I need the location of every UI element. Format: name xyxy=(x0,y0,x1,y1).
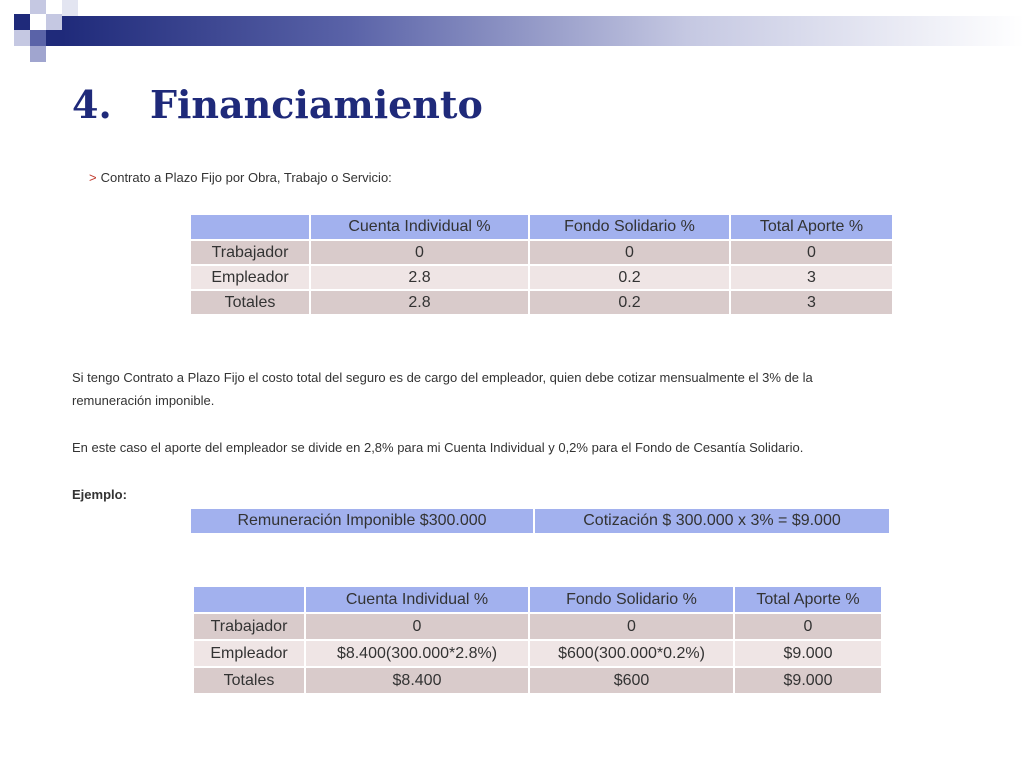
table-cell: $9.000 xyxy=(735,668,881,693)
subtitle-marker-icon: > xyxy=(89,170,97,185)
table-header-row xyxy=(194,587,881,612)
table-cell: 2.8 xyxy=(311,266,528,289)
table-row xyxy=(194,641,881,666)
table-cell: Trabajador xyxy=(191,241,309,264)
table-cell: 0.2 xyxy=(530,291,729,314)
example-cotizacion: Cotización $ 300.000 x 3% = $9.000 xyxy=(535,509,889,533)
contribution-table-percent xyxy=(189,213,894,316)
table-row xyxy=(191,291,892,314)
table-cell: 0 xyxy=(306,614,528,639)
table-cell: 3 xyxy=(731,291,892,314)
decor-square-6 xyxy=(14,30,30,46)
decor-square-3 xyxy=(46,14,62,30)
table-cell: 0 xyxy=(311,241,528,264)
slide-number: 4. xyxy=(72,82,112,127)
slide-title: Financiamiento xyxy=(150,82,483,127)
example-remuneration: Remuneración Imponible $300.000 xyxy=(191,509,533,533)
table-cell: 0 xyxy=(735,614,881,639)
decor-square-4 xyxy=(30,30,46,46)
table-cell: $600(300.000*0.2%) xyxy=(530,641,733,666)
table-cell: $600 xyxy=(530,668,733,693)
table-cell: 0.2 xyxy=(530,266,729,289)
table-header-cell: Total Aporte % xyxy=(735,587,881,612)
example-row xyxy=(191,509,889,533)
subtitle-text: Contrato a Plazo Fijo por Obra, Trabajo o Servicio: xyxy=(100,170,392,185)
table-cell: 2.8 xyxy=(311,291,528,314)
table-header-cell xyxy=(191,215,309,239)
decor-square-8 xyxy=(62,0,78,16)
table-header-cell: Cuenta Individual % xyxy=(311,215,528,239)
table-cell: Totales xyxy=(194,668,304,693)
table-cell: 0 xyxy=(731,241,892,264)
paragraph-2: En este caso el aporte del empleador se divide en 2,8% para mi Cuenta Individual y 0,2% para el Fondo de Cesantía Solidario. xyxy=(72,440,804,455)
table-cell: $8.400(300.000*2.8%) xyxy=(306,641,528,666)
paragraph-1-line-2: remuneración imponible. xyxy=(72,393,215,408)
table-row xyxy=(194,668,881,693)
table-row xyxy=(191,241,892,264)
subtitle xyxy=(89,170,392,185)
table-header-cell: Cuenta Individual % xyxy=(306,587,528,612)
table-cell: $9.000 xyxy=(735,641,881,666)
decor-square-5 xyxy=(46,30,62,46)
table-header-cell: Fondo Solidario % xyxy=(530,587,733,612)
paragraph-1-line-1: Si tengo Contrato a Plazo Fijo el costo total del seguro es de cargo del empleador, quien debe cotizar mensualmente el 3% de la xyxy=(72,370,813,385)
header-gradient-bar xyxy=(62,16,1024,46)
table-row xyxy=(194,614,881,639)
example-box xyxy=(189,507,891,535)
decor-square-7 xyxy=(30,46,46,62)
decor-square-2 xyxy=(30,0,46,14)
table-cell: Empleador xyxy=(194,641,304,666)
table-cell: 0 xyxy=(530,241,729,264)
table-cell: Trabajador xyxy=(194,614,304,639)
table-cell: 0 xyxy=(530,614,733,639)
table-row xyxy=(191,266,892,289)
table-cell: 3 xyxy=(731,266,892,289)
table-cell: $8.400 xyxy=(306,668,528,693)
table-header-cell: Fondo Solidario % xyxy=(530,215,729,239)
table-header-cell xyxy=(194,587,304,612)
contribution-table-amounts xyxy=(192,585,883,695)
decor-square-1 xyxy=(14,14,30,30)
table-cell: Empleador xyxy=(191,266,309,289)
paragraph-1 xyxy=(72,367,952,412)
table-cell: Totales xyxy=(191,291,309,314)
table-header-cell: Total Aporte % xyxy=(731,215,892,239)
example-label: Ejemplo: xyxy=(72,487,127,502)
table-header-row xyxy=(191,215,892,239)
